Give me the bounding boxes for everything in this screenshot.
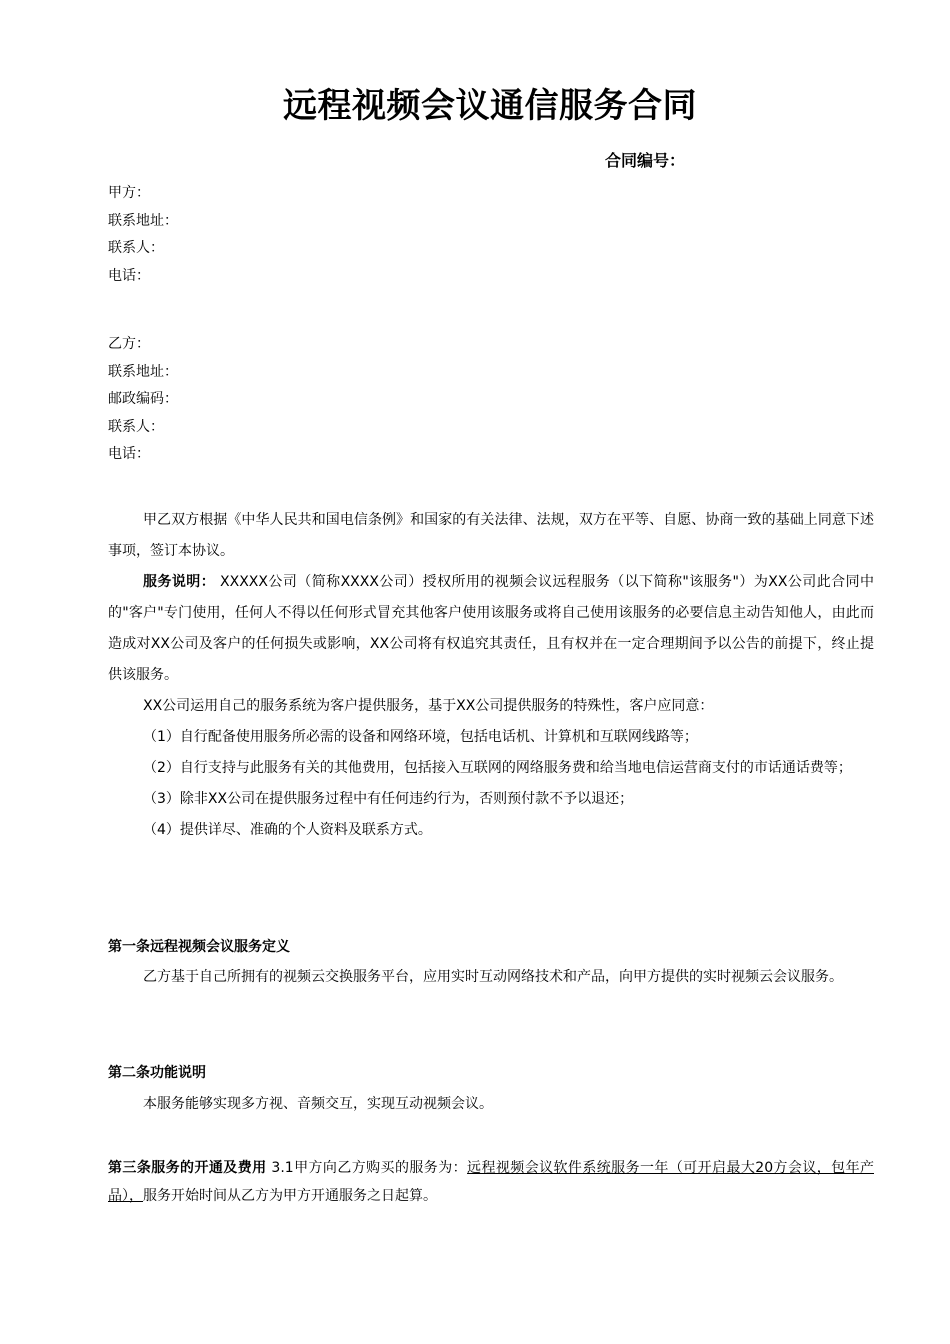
customer-agreement-paragraph: XX公司运用自己的服务系统为客户提供服务，基于XX公司提供服务的特殊性，客户应同意： bbox=[143, 698, 714, 714]
article-1-body-block bbox=[108, 962, 874, 993]
agreement-item-2: （2）自行支持与此服务有关的其他费用，包括接入互联网的网络服务费和给当地电信运营商支付的市话通话费等； bbox=[143, 760, 852, 776]
document-title: 远程视频会议通信服务合同 bbox=[283, 86, 697, 126]
party-b-block bbox=[108, 331, 178, 469]
party-a-name: 甲方： bbox=[108, 185, 150, 201]
party-b-postcode: 邮政编码： bbox=[108, 391, 178, 407]
article-3-section bbox=[108, 1154, 874, 1210]
article-3-tail: 服务开始时间从乙方为甲方开通服务之日起算。 bbox=[143, 1188, 437, 1204]
party-a-address: 联系地址： bbox=[108, 212, 178, 229]
party-a-block bbox=[108, 180, 178, 290]
intro-section bbox=[108, 505, 874, 846]
party-b-phone: 电话： bbox=[108, 446, 150, 462]
service-text: XXXXX公司（简称XXXX公司）授权所用的视频会议远程服务（以下简称"该服务"）为XX公司此合同中的"客户"专门使用，任何人不得以任何形式冒充其他客户使用该服务或将自己使用该服务的必要信息主动告知他人，由此而造成对XX公司及客户的任何损失或影响，XX公司将有权追究其责任，且有权并在一定合理期间予以公告的前提下，终止提供该服务。 bbox=[108, 574, 875, 683]
article-3-service-item: 远程视频会议软件系统服务一年（可开启最大20方会议，包年产品）， bbox=[108, 1160, 874, 1204]
agreement-item-1: （1）自行配备使用服务所必需的设备和网络环境，包括电话机、计算机和互联网线路等； bbox=[143, 729, 698, 745]
party-b-contact: 联系人： bbox=[108, 418, 164, 435]
article-3-lead: 3.1甲方向乙方购买的服务为： bbox=[266, 1160, 468, 1176]
article-1-heading: 第一条远程视频会议服务定义 bbox=[108, 939, 290, 955]
contract-number-label: 合同编号： bbox=[605, 151, 686, 170]
article-3-heading: 第三条服务的开通及费用 bbox=[108, 1160, 267, 1176]
article-2-heading: 第二条功能说明 bbox=[108, 1065, 206, 1081]
agreement-item-3: （3）除非XX公司在提供服务过程中有任何违约行为，否则预付款不予以退还； bbox=[143, 791, 634, 807]
article-2-body: 本服务能够实现多方视、音频交互，实现互动视频会议。 bbox=[143, 1096, 493, 1112]
service-label: 服务说明： bbox=[143, 574, 216, 590]
intro-paragraph: 甲乙双方根据《中华人民共和国电信条例》和国家的有关法律、法规，双方在平等、自愿、协商一致的基础上同意下述事项，签订本协议。 bbox=[108, 512, 874, 559]
party-a-contact: 联系人： bbox=[108, 240, 164, 256]
agreement-item-4: （4）提供详尽、准确的个人资料及联系方式。 bbox=[143, 822, 432, 838]
article-1-body: 乙方基于自己所拥有的视频云交换服务平台，应用实时互动网络技术和产品，向甲方提供的实时视频云会议服务。 bbox=[143, 969, 843, 985]
party-a-phone: 电话： bbox=[108, 267, 150, 284]
article-2-body-block bbox=[108, 1089, 874, 1120]
article-3-paragraph bbox=[108, 1154, 874, 1210]
service-description bbox=[108, 567, 874, 691]
party-b-address: 联系地址： bbox=[108, 363, 178, 380]
party-b-name: 乙方： bbox=[108, 336, 150, 352]
